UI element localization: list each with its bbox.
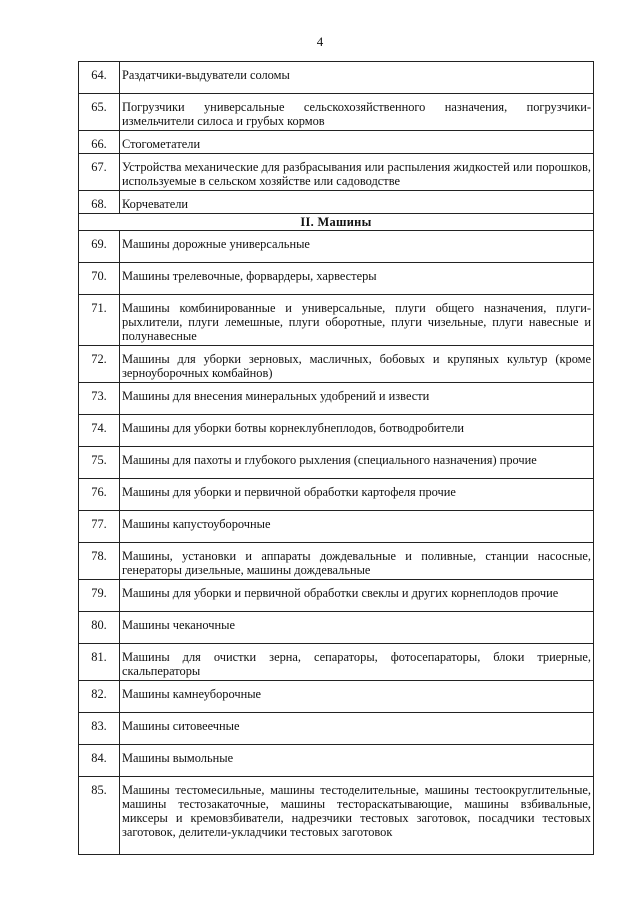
row-description: Машины ситовеечные <box>120 713 594 745</box>
table-section-header <box>79 214 594 231</box>
row-description: Раздатчики-выдуватели соломы <box>120 62 594 94</box>
equipment-table <box>78 61 594 855</box>
row-number: 66. <box>79 131 120 154</box>
row-description: Машины для уборки и первичной обработки картофеля прочие <box>120 479 594 511</box>
row-number: 84. <box>79 745 120 777</box>
table-row <box>79 94 594 131</box>
row-number: 79. <box>79 580 120 612</box>
row-description: Машины для уборки ботвы корнеклубнеплодов, ботводробители <box>120 415 594 447</box>
row-description: Машины камнеуборочные <box>120 681 594 713</box>
row-number: 64. <box>79 62 120 94</box>
table-row <box>79 295 594 346</box>
table-row <box>79 447 594 479</box>
row-description: Машины трелевочные, форвардеры, харвестеры <box>120 263 594 295</box>
table-body-section-2 <box>79 231 594 855</box>
table-row <box>79 511 594 543</box>
row-number: 70. <box>79 263 120 295</box>
row-number: 76. <box>79 479 120 511</box>
row-description: Машины комбинированные и универсальные, плуги общего назначения, плуги-рыхлители, плуги лемешные, плуги оборотные, плуги чизельные, плуги навесные и полунавесные <box>120 295 594 346</box>
table-body-section-1 <box>79 62 594 214</box>
row-description: Устройства механические для разбрасывания или распыления жидкостей или порошков, используемые в сельском хозяйстве или садоводстве <box>120 154 594 191</box>
row-number: 69. <box>79 231 120 263</box>
table-row <box>79 415 594 447</box>
table-row <box>79 346 594 383</box>
table-row <box>79 479 594 511</box>
row-description: Погрузчики универсальные сельскохозяйственного назначения, погрузчики-измельчители силоса и грубых кормов <box>120 94 594 131</box>
row-description: Машины для уборки зерновых, масличных, бобовых и крупяных культур (кроме зерноуборочных комбайнов) <box>120 346 594 383</box>
row-number: 67. <box>79 154 120 191</box>
row-number: 77. <box>79 511 120 543</box>
row-description: Машины для очистки зерна, сепараторы, фотосепараторы, блоки триерные, скальператоры <box>120 644 594 681</box>
row-description: Машины дорожные универсальные <box>120 231 594 263</box>
table-row <box>79 745 594 777</box>
row-number: 80. <box>79 612 120 644</box>
row-description: Стогометатели <box>120 131 594 154</box>
table-row <box>79 612 594 644</box>
row-description: Машины вымольные <box>120 745 594 777</box>
row-number: 74. <box>79 415 120 447</box>
table-row <box>79 263 594 295</box>
row-number: 73. <box>79 383 120 415</box>
table-row <box>79 383 594 415</box>
table-row <box>79 154 594 191</box>
row-number: 85. <box>79 777 120 855</box>
table-row <box>79 681 594 713</box>
table-row <box>79 580 594 612</box>
row-number: 72. <box>79 346 120 383</box>
row-number: 81. <box>79 644 120 681</box>
row-description: Машины, установки и аппараты дождевальные и поливные, станции насосные, генераторы дизельные, машины дождевальные <box>120 543 594 580</box>
row-description: Машины для внесения минеральных удобрений и извести <box>120 383 594 415</box>
row-description: Машины капустоуборочные <box>120 511 594 543</box>
row-description: Корчеватели <box>120 191 594 214</box>
table-row <box>79 231 594 263</box>
row-number: 78. <box>79 543 120 580</box>
table-row <box>79 543 594 580</box>
row-number: 83. <box>79 713 120 745</box>
row-description: Машины тестомесильные, машины тестоделительные, машины тестоокруглительные, машины тестозакаточные, машины тестораскатывающие, машины взбивальные, миксеры и кремовзбиватели, надрезчики тестовых заготовок, посадчики тестовых заготовок, делители-укладчики тестовых заготовок <box>120 777 594 855</box>
table-row <box>79 777 594 855</box>
page-number: 4 <box>316 34 324 49</box>
row-number: 71. <box>79 295 120 346</box>
row-number: 65. <box>79 94 120 131</box>
row-description: Машины для уборки и первичной обработки свеклы и других корнеплодов прочие <box>120 580 594 612</box>
table-row <box>79 713 594 745</box>
section-header-row <box>79 214 594 231</box>
row-description: Машины для пахоты и глубокого рыхления (специального назначения) прочие <box>120 447 594 479</box>
row-number: 75. <box>79 447 120 479</box>
row-description: Машины чеканочные <box>120 612 594 644</box>
row-number: 68. <box>79 191 120 214</box>
row-number: 82. <box>79 681 120 713</box>
table-row <box>79 62 594 94</box>
section-title: II. Машины <box>79 214 594 231</box>
table-row <box>79 191 594 214</box>
table-row <box>79 131 594 154</box>
table-row <box>79 644 594 681</box>
